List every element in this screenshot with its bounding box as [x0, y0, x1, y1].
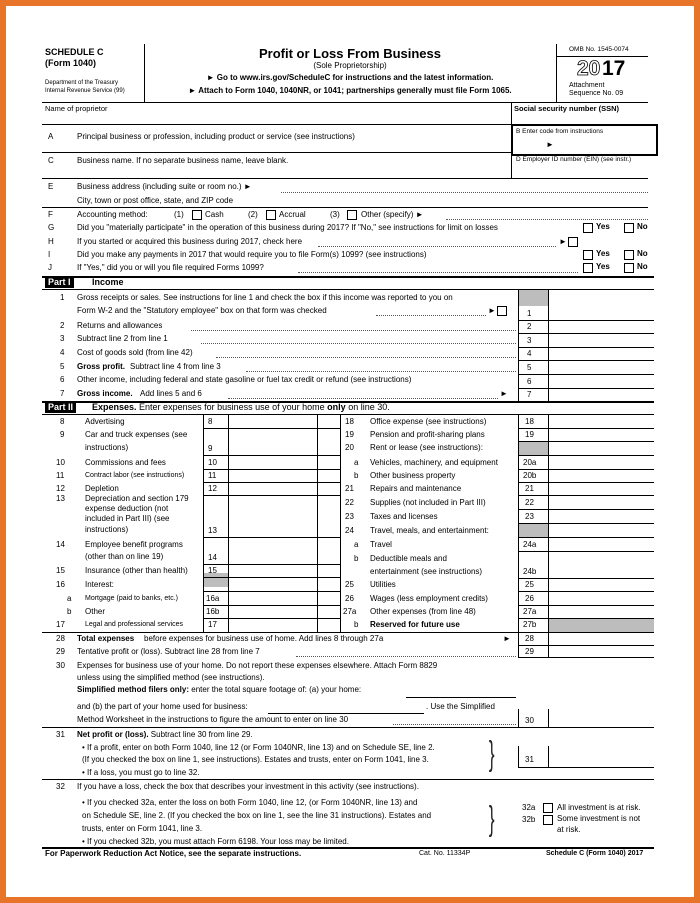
line-g-text: Did you "materially participate" in the operation of this business during 2017? If "No," see instructions for limit on losses — [77, 223, 498, 232]
ssn-label: Social security number (SSN) — [514, 104, 620, 113]
form-title: Profit or Loss From Business — [258, 46, 442, 61]
i-yes-checkbox[interactable] — [583, 250, 593, 260]
footer-left: For Paperwork Reduction Act Notice, see the separate instructions. — [45, 849, 302, 858]
statutory-employee-checkbox[interactable] — [497, 306, 507, 316]
name-label: Name of proprietor — [45, 104, 108, 113]
form-label: (Form 1040) — [45, 58, 97, 68]
simplified-method-line: Simplified method filers only: enter the total square footage of: (a) your home: — [77, 685, 362, 694]
g-no-checkbox[interactable] — [624, 223, 634, 233]
year-outline: 20 — [577, 57, 601, 80]
i-no-checkbox[interactable] — [624, 250, 634, 260]
catalog-number: Cat. No. 11334P — [419, 850, 471, 857]
g-yes-checkbox[interactable] — [583, 223, 593, 233]
line1-text: Gross receipts or sales. See instructions for line 1 and check the box if this income was reported to you on — [77, 293, 453, 302]
dept-label: Department of the Treasury — [45, 80, 119, 86]
sequence-label: Sequence No. 09 — [569, 90, 624, 97]
j-yes-checkbox[interactable] — [583, 263, 593, 273]
attachment-label: Attachment — [569, 82, 605, 89]
line-e-text: Business address (including suite or room no.) ► — [77, 182, 252, 191]
h-checkbox[interactable] — [568, 237, 578, 247]
part2-label: Part II — [45, 402, 76, 413]
j-no-checkbox[interactable] — [624, 263, 634, 273]
accrual-checkbox[interactable] — [266, 210, 276, 220]
line-j-text: If "Yes," did you or will you file required Forms 1099? — [77, 263, 264, 272]
32b-checkbox[interactable] — [543, 815, 553, 825]
schedule-label: SCHEDULE C — [45, 47, 104, 57]
footer-right: Schedule C (Form 1040) 2017 — [546, 850, 644, 857]
part1-title: Income — [92, 277, 124, 287]
other-method-checkbox[interactable] — [347, 210, 357, 220]
attach-line: ► Attach to Form 1040, 1040NR, or 1041; partnerships generally must file Form 1065. — [188, 86, 512, 95]
goto-line: ► Go to www.irs.gov/ScheduleC for instructions and the latest information. — [206, 73, 494, 82]
brace-icon: } — [488, 735, 495, 773]
line-a-text: Principal business or profession, including product or service (see instructions) — [77, 132, 355, 141]
irs-label: Internal Revenue Service (99) — [45, 88, 125, 94]
line-e2-text: City, town or post office, state, and ZIP code — [77, 196, 234, 205]
b-label: B Enter code from instructions — [516, 128, 604, 135]
form-page: SCHEDULE C (Form 1040) Department of the Treasury Internal Revenue Service (99) Profit or Loss From Business (Sole Proprietorship) ► Go to www.irs.gov/ScheduleC for instructions and the latest information. ► Attach to Form 1040, 1040NR, or 1041; partnerships generally must file Form 1065. OMB No. 1545-0074 20 17 Attachment Sequence No. 09 Name of proprietor Social security number (SSN) A Principal business or profession, including product or service (see instructions) B Enter code from instructions ► C Business name. If no separate business name, leave blank. D Employer ID number (EIN) (see instr.) E Business address (including suite or room no.) ► City, town or post office, state, and ZIP code F Accounting method: (1) Cash (2) Accrual (3) Other (specify) ► G Did you "materially participate" in the operation of this business during 2017? If "No," see instructions for limit on losses Yes No H If you started or acquired this business during 2017, check here ► I Did you make any payments in 2017 that would require you to file Form(s) 1099? (see instructions) Yes No J If "Yes," did you or will you file required Forms 1099? Yes No Part I Income 1 Gross receipts or sales. See instructions for line 1 and check the box if this income was reported to you on Form W-2 and the "Statutory employee" box on that form was checked ► 1 2 Returns and allowances 2 3 Subtract line 2 from line 1 3 4 Cost of goods sold (from line 42) 4 5 Gross profit. Subtract line 4 from line 3 5 6 Other income, including federal and state gasoline or fuel tax credit or refund (see instructions) 6 7 Gross income. Add lines 5 and 6 ► 7 Part II Expenses. Enter expenses for business use of your home only on line 30. 8 Advertising 8 9 Car and truck expenses (see instructions) 9 10 Commissions and fees 10 11 Contract labor (see instructions) 11 12 Depletion 12 13 Depreciation and section 179 expense deduction (not included in Part III) (see instructions) 13 14 Employee benefit programs (other than on line 19) 14 15 Insurance (other than health) 15 16 Interest: a Mortgage (paid to banks, etc.) 16a b Other 16b 17 Legal and professional services 17 18 Office expense (see instructions) 18 19 Pension and profit-sharing plans 19 20 Rent or lease (see instructions): a Vehicles, machinery, and equipment 20a b Other business property 20b 21 Repairs and maintenance 21 22 Supplies (not included in Part III) 22 23 Taxes and licenses 23 24 Travel, meals, and entertainment: a Travel 24a b Deductible meals and entertainment (see instructions) 24b 25 Utilities 25 26 Wages (less employment credits) 26 27a Other expenses (from line 48) 27a b Reserved for future use 27b 28 Total expenses before expenses for business use of home. Add lines 8 through 27a ► 28 29 Tentative profit or (loss). Subtract line 28 from line 7 29 30 Expenses for business use of your home. Do not report these expenses elsewhere. Attach Form 8829 unless using the simplified method (see instructions). Simplified method filers only: enter the total square footage of: (a) your home: and (b) the part of your home used for business: . Use the Simplified Method Worksheet in the instructions to figure the amount to enter on line 30 30 31 Net profit or (loss). Subtract line 30 from line 29. • If a profit, enter on both Form 1040, line 12 (or Form 1040NR, line 13) and on Schedule SE, line 2. (If you checked the box on line 1, see instructions). Estates and trusts, enter on Form 1041, line 3. • If a loss, you must go to line 32. } 31 32 If you have a loss, check the box that describes your investment in this activity (see instructions). • If you checked 32a, enter the loss on both Form 1040, line 12, (or Form 1040NR, line 13) and on Schedule SE, line 2. (If you checked the box on line 1, see the line 31 instructions). Estates and trusts, enter on Form 1041, line 3. • If you checked 32b, you must attach Form 6198. Your loss may be limited. } 32a All investment is at risk. 32b Some investment is not at risk. For Paperwork Reduction Act Notice, see the separate instructions. Cat. No. 11334P Schedule C (Form 1040) 2017 — [6, 6, 694, 897]
cash-checkbox[interactable] — [192, 210, 202, 220]
d-label: D Employer ID number (EIN) (see instr.) — [516, 156, 632, 163]
line-h-text: If you started or acquired this business during 2017, check here — [77, 237, 303, 246]
line-c-text: Business name. If no separate business name, leave blank. — [77, 156, 289, 165]
brace-icon: } — [488, 800, 495, 838]
line31-text: Net profit or (loss). Subtract line 30 from line 29. — [77, 730, 253, 739]
omb-number: OMB No. 1545-0074 — [569, 46, 629, 53]
form-subtitle: (Sole Proprietorship) — [313, 61, 387, 70]
year-bold: 17 — [602, 57, 626, 80]
part1-label: Part I — [45, 277, 74, 288]
32a-checkbox[interactable] — [543, 803, 553, 813]
part2-title: Expenses. Enter expenses for business use of your home only on line 30. — [92, 402, 390, 412]
line-i-text: Did you make any payments in 2017 that would require you to file Form(s) 1099? (see instructions) — [77, 250, 427, 259]
